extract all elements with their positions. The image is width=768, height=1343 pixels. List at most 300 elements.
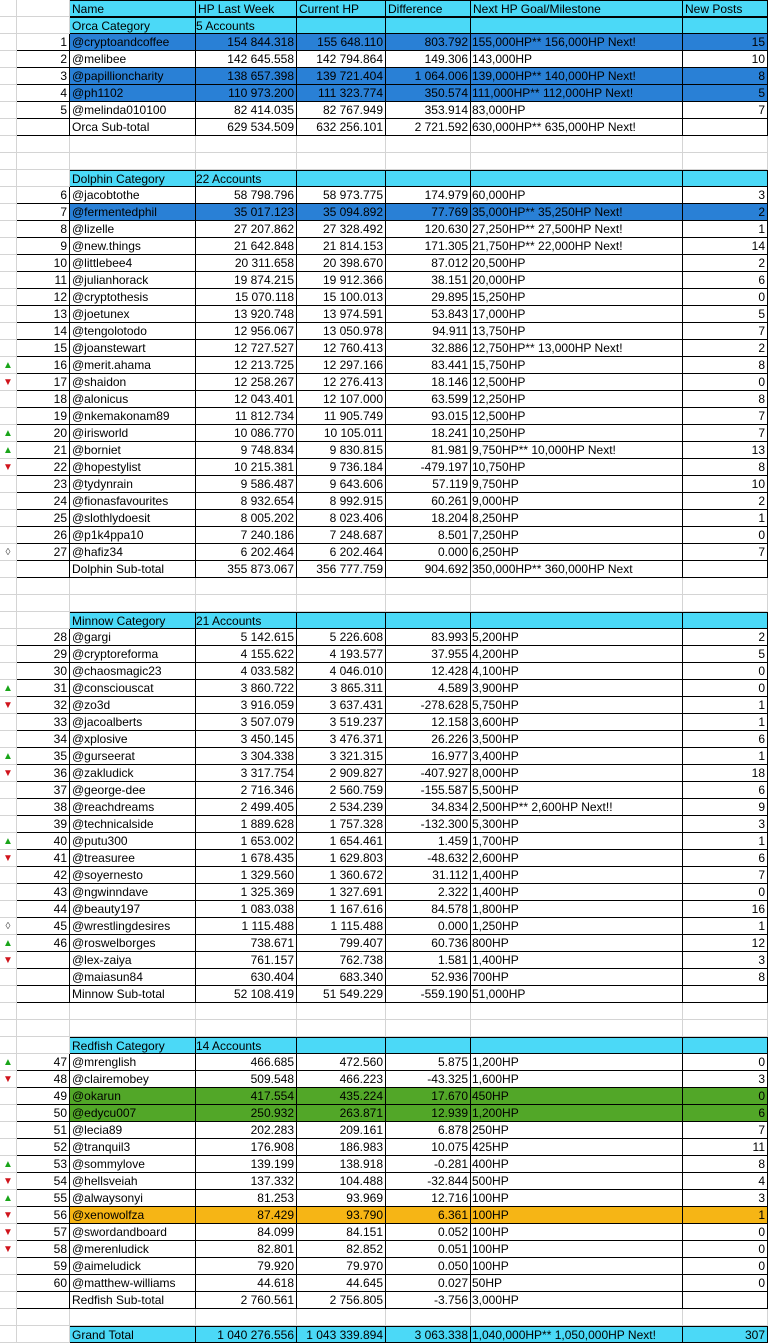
current-hp-cell[interactable]: Current HP [297,0,386,17]
goal-cell[interactable]: 3,900HP [471,680,683,697]
new-posts-cell[interactable]: 1 [683,748,768,765]
difference-cell[interactable]: 350.574 [386,85,471,102]
current-hp-cell[interactable]: 82.852 [297,1241,386,1258]
goal-cell[interactable] [471,170,683,187]
current-hp-cell[interactable]: 3 476.371 [297,731,386,748]
goal-cell[interactable]: 1,800HP [471,901,683,918]
trend-indicator[interactable] [0,561,17,578]
trend-indicator[interactable] [0,493,17,510]
trend-indicator[interactable]: ▼ [0,765,17,782]
hp-last-week-cell[interactable]: 35 017.123 [196,204,297,221]
trend-indicator[interactable] [0,1037,17,1054]
rank-cell[interactable]: 21 [17,442,70,459]
empty-cell[interactable] [196,578,297,595]
rank-cell[interactable]: 51 [17,1122,70,1139]
hp-last-week-cell[interactable]: 10 215.381 [196,459,297,476]
name-cell[interactable]: @technicalside [70,816,196,833]
new-posts-cell[interactable]: 7 [683,425,768,442]
empty-cell[interactable] [70,578,196,595]
rank-cell[interactable]: 37 [17,782,70,799]
trend-indicator[interactable] [0,272,17,289]
goal-cell[interactable]: 3,600HP [471,714,683,731]
name-cell[interactable]: @zakludick [70,765,196,782]
current-hp-cell[interactable]: 15 100.013 [297,289,386,306]
hp-last-week-cell[interactable]: 2 499.405 [196,799,297,816]
name-cell[interactable]: Orca Sub-total [70,119,196,136]
goal-cell[interactable]: 15,750HP [471,357,683,374]
new-posts-cell[interactable]: 7 [683,323,768,340]
trend-indicator[interactable]: ▼ [0,1241,17,1258]
difference-cell[interactable] [386,1037,471,1054]
rank-cell[interactable] [17,1037,70,1054]
name-cell[interactable]: @hopestylist [70,459,196,476]
new-posts-cell[interactable]: 8 [683,68,768,85]
hp-last-week-cell[interactable]: 22 Accounts [196,170,297,187]
empty-cell[interactable] [17,1309,70,1326]
current-hp-cell[interactable]: 10 105.011 [297,425,386,442]
rank-cell[interactable]: 49 [17,1088,70,1105]
rank-cell[interactable]: 48 [17,1071,70,1088]
name-cell[interactable]: @treasuree [70,850,196,867]
hp-last-week-cell[interactable]: 13 920.748 [196,306,297,323]
new-posts-cell[interactable]: 1 [683,697,768,714]
trend-indicator[interactable] [0,1122,17,1139]
hp-last-week-cell[interactable]: 7 240.186 [196,527,297,544]
new-posts-cell[interactable] [683,986,768,1003]
new-posts-cell[interactable]: 1 [683,510,768,527]
new-posts-cell[interactable]: 1 [683,833,768,850]
name-cell[interactable]: @xenowolfza [70,1207,196,1224]
empty-cell[interactable] [0,1003,17,1020]
name-cell[interactable]: Grand Total [70,1326,196,1343]
empty-cell[interactable] [683,136,768,153]
rank-cell[interactable]: 42 [17,867,70,884]
difference-cell[interactable]: 26.226 [386,731,471,748]
difference-cell[interactable] [386,170,471,187]
goal-cell[interactable]: 1,700HP [471,833,683,850]
goal-cell[interactable]: 100HP [471,1241,683,1258]
current-hp-cell[interactable]: 1 327.691 [297,884,386,901]
goal-cell[interactable]: 15,250HP [471,289,683,306]
name-cell[interactable]: @hafiz34 [70,544,196,561]
empty-cell[interactable] [683,595,768,612]
current-hp-cell[interactable]: 2 756.805 [297,1292,386,1309]
name-cell[interactable]: @p1k4ppa10 [70,527,196,544]
current-hp-cell[interactable]: 155 648.110 [297,34,386,51]
current-hp-cell[interactable]: 683.340 [297,969,386,986]
difference-cell[interactable] [386,612,471,629]
current-hp-cell[interactable]: 139 721.404 [297,68,386,85]
new-posts-cell[interactable]: 10 [683,51,768,68]
hp-last-week-cell[interactable]: 4 155.622 [196,646,297,663]
current-hp-cell[interactable]: 2 534.239 [297,799,386,816]
name-cell[interactable]: @julianhorack [70,272,196,289]
rank-cell[interactable] [17,1292,70,1309]
trend-indicator[interactable]: ▼ [0,1173,17,1190]
goal-cell[interactable]: 5,200HP [471,629,683,646]
current-hp-cell[interactable]: 356 777.759 [297,561,386,578]
current-hp-cell[interactable]: 3 519.237 [297,714,386,731]
difference-cell[interactable]: -479.197 [386,459,471,476]
rank-cell[interactable] [17,17,70,34]
current-hp-cell[interactable]: 2 909.827 [297,765,386,782]
trend-indicator[interactable]: ▲ [0,1190,17,1207]
goal-cell[interactable]: 9,750HP** 10,000HP Next! [471,442,683,459]
trend-indicator[interactable] [0,663,17,680]
trend-indicator[interactable] [0,34,17,51]
name-cell[interactable]: @slothlydoesit [70,510,196,527]
rank-cell[interactable]: 8 [17,221,70,238]
rank-cell[interactable]: 50 [17,1105,70,1122]
name-cell[interactable]: @beauty197 [70,901,196,918]
empty-cell[interactable] [17,1020,70,1037]
hp-last-week-cell[interactable]: 12 258.267 [196,374,297,391]
current-hp-cell[interactable]: 1 115.488 [297,918,386,935]
hp-last-week-cell[interactable]: 58 798.796 [196,187,297,204]
rank-cell[interactable] [17,612,70,629]
difference-cell[interactable]: 120.630 [386,221,471,238]
name-cell[interactable]: @wrestlingdesires [70,918,196,935]
difference-cell[interactable]: -3.756 [386,1292,471,1309]
trend-indicator[interactable]: ◊ [0,544,17,561]
rank-cell[interactable]: 39 [17,816,70,833]
name-cell[interactable]: @fermentedphil [70,204,196,221]
empty-cell[interactable] [386,1003,471,1020]
empty-cell[interactable] [17,1003,70,1020]
new-posts-cell[interactable]: 0 [683,663,768,680]
empty-cell[interactable] [17,153,70,170]
trend-indicator[interactable] [0,85,17,102]
name-cell[interactable]: @lex-zaiya [70,952,196,969]
new-posts-cell[interactable]: 9 [683,799,768,816]
new-posts-cell[interactable] [683,1037,768,1054]
hp-last-week-cell[interactable]: 12 956.067 [196,323,297,340]
difference-cell[interactable]: 2.322 [386,884,471,901]
hp-last-week-cell[interactable]: 79.920 [196,1258,297,1275]
trend-indicator[interactable]: ▲ [0,833,17,850]
goal-cell[interactable]: 1,600HP [471,1071,683,1088]
current-hp-cell[interactable] [297,17,386,34]
difference-cell[interactable]: 6.878 [386,1122,471,1139]
current-hp-cell[interactable]: 9 736.184 [297,459,386,476]
current-hp-cell[interactable]: 1 654.461 [297,833,386,850]
name-cell[interactable]: @clairemobey [70,1071,196,1088]
name-cell[interactable]: @okarun [70,1088,196,1105]
trend-indicator[interactable]: ▼ [0,1224,17,1241]
rank-cell[interactable]: 43 [17,884,70,901]
rank-cell[interactable]: 59 [17,1258,70,1275]
goal-cell[interactable]: 3,500HP [471,731,683,748]
hp-last-week-cell[interactable]: 14 Accounts [196,1037,297,1054]
new-posts-cell[interactable]: 5 [683,85,768,102]
difference-cell[interactable]: 12.716 [386,1190,471,1207]
empty-cell[interactable] [683,153,768,170]
current-hp-cell[interactable]: 79.970 [297,1258,386,1275]
trend-indicator[interactable]: ▼ [0,952,17,969]
current-hp-cell[interactable]: 93.969 [297,1190,386,1207]
name-cell[interactable]: @merenludick [70,1241,196,1258]
rank-cell[interactable]: 7 [17,204,70,221]
difference-cell[interactable]: 5.875 [386,1054,471,1071]
goal-cell[interactable]: 5,500HP [471,782,683,799]
name-cell[interactable]: @merit.ahama [70,357,196,374]
trend-indicator[interactable] [0,68,17,85]
new-posts-cell[interactable]: 7 [683,544,768,561]
name-cell[interactable]: Name [70,0,196,17]
difference-cell[interactable]: 8.501 [386,527,471,544]
current-hp-cell[interactable]: 632 256.101 [297,119,386,136]
rank-cell[interactable]: 3 [17,68,70,85]
hp-last-week-cell[interactable]: 21 642.848 [196,238,297,255]
goal-cell[interactable]: 35,000HP** 35,250HP Next! [471,204,683,221]
trend-indicator[interactable] [0,391,17,408]
name-cell[interactable]: @jacoalberts [70,714,196,731]
trend-indicator[interactable] [0,238,17,255]
rank-cell[interactable]: 6 [17,187,70,204]
current-hp-cell[interactable]: 9 643.606 [297,476,386,493]
rank-cell[interactable]: 30 [17,663,70,680]
hp-last-week-cell[interactable]: 630.404 [196,969,297,986]
name-cell[interactable]: @melibee [70,51,196,68]
goal-cell[interactable]: 83,000HP [471,102,683,119]
current-hp-cell[interactable]: 13 050.978 [297,323,386,340]
trend-indicator[interactable] [0,1292,17,1309]
empty-cell[interactable] [386,578,471,595]
difference-cell[interactable]: -0.281 [386,1156,471,1173]
goal-cell[interactable]: 4,200HP [471,646,683,663]
goal-cell[interactable]: 800HP [471,935,683,952]
empty-cell[interactable] [0,153,17,170]
new-posts-cell[interactable]: 8 [683,459,768,476]
goal-cell[interactable]: 1,200HP [471,1105,683,1122]
trend-indicator[interactable] [0,629,17,646]
difference-cell[interactable]: 12.158 [386,714,471,731]
difference-cell[interactable]: 53.843 [386,306,471,323]
difference-cell[interactable]: 6.361 [386,1207,471,1224]
rank-cell[interactable]: 13 [17,306,70,323]
new-posts-cell[interactable]: 0 [683,1054,768,1071]
rank-cell[interactable]: 5 [17,102,70,119]
rank-cell[interactable]: 40 [17,833,70,850]
hp-last-week-cell[interactable]: 2 760.561 [196,1292,297,1309]
difference-cell[interactable]: 0.050 [386,1258,471,1275]
trend-indicator[interactable] [0,731,17,748]
difference-cell[interactable]: 32.886 [386,340,471,357]
empty-cell[interactable] [196,595,297,612]
hp-last-week-cell[interactable]: 8 932.654 [196,493,297,510]
new-posts-cell[interactable]: 7 [683,867,768,884]
hp-last-week-cell[interactable]: 3 507.079 [196,714,297,731]
goal-cell[interactable]: 20,500HP [471,255,683,272]
difference-cell[interactable]: 174.979 [386,187,471,204]
difference-cell[interactable]: 31.112 [386,867,471,884]
difference-cell[interactable]: 81.981 [386,442,471,459]
rank-cell[interactable]: 35 [17,748,70,765]
goal-cell[interactable]: 12,500HP [471,408,683,425]
trend-indicator[interactable] [0,510,17,527]
difference-cell[interactable]: 0.052 [386,1224,471,1241]
hp-last-week-cell[interactable]: 176.908 [196,1139,297,1156]
trend-indicator[interactable]: ▼ [0,1071,17,1088]
rank-cell[interactable]: 4 [17,85,70,102]
rank-cell[interactable]: 22 [17,459,70,476]
goal-cell[interactable]: 400HP [471,1156,683,1173]
current-hp-cell[interactable]: 12 276.413 [297,374,386,391]
difference-cell[interactable]: 16.977 [386,748,471,765]
new-posts-cell[interactable]: 3 [683,187,768,204]
current-hp-cell[interactable]: 1 629.803 [297,850,386,867]
name-cell[interactable]: Minnow Category [70,612,196,629]
difference-cell[interactable]: 57.119 [386,476,471,493]
trend-indicator[interactable]: ▲ [0,442,17,459]
name-cell[interactable]: @shaidon [70,374,196,391]
rank-cell[interactable]: 33 [17,714,70,731]
trend-indicator[interactable] [0,170,17,187]
empty-cell[interactable] [471,153,683,170]
trend-indicator[interactable] [0,102,17,119]
trend-indicator[interactable]: ▲ [0,1054,17,1071]
current-hp-cell[interactable]: 762.738 [297,952,386,969]
new-posts-cell[interactable] [683,612,768,629]
difference-cell[interactable]: 18.241 [386,425,471,442]
new-posts-cell[interactable]: 15 [683,34,768,51]
trend-indicator[interactable] [0,1105,17,1122]
new-posts-cell[interactable]: 3 [683,1071,768,1088]
hp-last-week-cell[interactable]: 3 450.145 [196,731,297,748]
goal-cell[interactable]: 2,600HP [471,850,683,867]
new-posts-cell[interactable]: 3 [683,952,768,969]
name-cell[interactable]: @matthew-williams [70,1275,196,1292]
difference-cell[interactable]: 2 721.592 [386,119,471,136]
new-posts-cell[interactable]: 1 [683,221,768,238]
difference-cell[interactable]: 0.000 [386,544,471,561]
goal-cell[interactable]: 6,250HP [471,544,683,561]
goal-cell[interactable]: 1,040,000HP** 1,050,000HP Next! [471,1326,683,1343]
current-hp-cell[interactable]: 8 992.915 [297,493,386,510]
current-hp-cell[interactable]: 3 321.315 [297,748,386,765]
goal-cell[interactable]: 10,250HP [471,425,683,442]
new-posts-cell[interactable]: 7 [683,1122,768,1139]
current-hp-cell[interactable] [297,1037,386,1054]
goal-cell[interactable]: 5,300HP [471,816,683,833]
rank-cell[interactable]: 18 [17,391,70,408]
rank-cell[interactable]: 24 [17,493,70,510]
difference-cell[interactable]: 60.261 [386,493,471,510]
hp-last-week-cell[interactable]: 10 086.770 [196,425,297,442]
rank-cell[interactable]: 10 [17,255,70,272]
empty-cell[interactable] [386,595,471,612]
goal-cell[interactable]: 12,500HP [471,374,683,391]
rank-cell[interactable]: 23 [17,476,70,493]
hp-last-week-cell[interactable]: 15 070.118 [196,289,297,306]
difference-cell[interactable]: 83.993 [386,629,471,646]
hp-last-week-cell[interactable]: 1 040 276.556 [196,1326,297,1343]
new-posts-cell[interactable] [683,1292,768,1309]
name-cell[interactable]: @papillioncharity [70,68,196,85]
hp-last-week-cell[interactable]: 629 534.509 [196,119,297,136]
hp-last-week-cell[interactable]: 466.685 [196,1054,297,1071]
goal-cell[interactable]: 8,250HP [471,510,683,527]
current-hp-cell[interactable]: 44.645 [297,1275,386,1292]
empty-cell[interactable] [297,595,386,612]
current-hp-cell[interactable]: 111 323.774 [297,85,386,102]
new-posts-cell[interactable]: 3 [683,1190,768,1207]
trend-indicator[interactable] [0,0,17,17]
new-posts-cell[interactable]: 12 [683,935,768,952]
name-cell[interactable]: @melinda010100 [70,102,196,119]
name-cell[interactable]: @maiasun84 [70,969,196,986]
name-cell[interactable]: @gurseerat [70,748,196,765]
hp-last-week-cell[interactable]: 52 108.419 [196,986,297,1003]
hp-last-week-cell[interactable]: 4 033.582 [196,663,297,680]
goal-cell[interactable]: 12,250HP [471,391,683,408]
difference-cell[interactable]: 1 064.006 [386,68,471,85]
name-cell[interactable]: @joanstewart [70,340,196,357]
name-cell[interactable]: @nkemakonam89 [70,408,196,425]
trend-indicator[interactable]: ▲ [0,425,17,442]
empty-cell[interactable] [70,136,196,153]
name-cell[interactable]: @gargi [70,629,196,646]
new-posts-cell[interactable]: 2 [683,629,768,646]
new-posts-cell[interactable]: 307 [683,1326,768,1343]
current-hp-cell[interactable]: 1 757.328 [297,816,386,833]
rank-cell[interactable] [17,561,70,578]
rank-cell[interactable]: 56 [17,1207,70,1224]
difference-cell[interactable]: 38.151 [386,272,471,289]
trend-indicator[interactable] [0,969,17,986]
rank-cell[interactable]: 14 [17,323,70,340]
difference-cell[interactable]: -559.190 [386,986,471,1003]
rank-cell[interactable]: 55 [17,1190,70,1207]
new-posts-cell[interactable]: 7 [683,102,768,119]
difference-cell[interactable]: -32.844 [386,1173,471,1190]
empty-cell[interactable] [683,578,768,595]
rank-cell[interactable]: 1 [17,34,70,51]
new-posts-cell[interactable]: 5 [683,646,768,663]
new-posts-cell[interactable]: 0 [683,1258,768,1275]
goal-cell[interactable]: 100HP [471,1224,683,1241]
new-posts-cell[interactable]: 8 [683,1156,768,1173]
name-cell[interactable]: Redfish Sub-total [70,1292,196,1309]
current-hp-cell[interactable]: 1 167.616 [297,901,386,918]
new-posts-cell[interactable]: 0 [683,680,768,697]
trend-indicator[interactable] [0,306,17,323]
goal-cell[interactable]: 10,750HP [471,459,683,476]
new-posts-cell[interactable]: 2 [683,255,768,272]
trend-indicator[interactable] [0,408,17,425]
empty-cell[interactable] [471,136,683,153]
empty-cell[interactable] [70,1003,196,1020]
difference-cell[interactable]: 60.736 [386,935,471,952]
trend-indicator[interactable]: ▼ [0,459,17,476]
new-posts-cell[interactable]: 4 [683,1173,768,1190]
empty-cell[interactable] [471,1020,683,1037]
difference-cell[interactable]: 29.895 [386,289,471,306]
difference-cell[interactable]: 84.578 [386,901,471,918]
new-posts-cell[interactable]: New Posts [683,0,768,17]
goal-cell[interactable]: 1,400HP [471,884,683,901]
current-hp-cell[interactable]: 7 248.687 [297,527,386,544]
empty-cell[interactable] [471,578,683,595]
hp-last-week-cell[interactable]: HP Last Week [196,0,297,17]
empty-cell[interactable] [297,1003,386,1020]
rank-cell[interactable]: 46 [17,935,70,952]
hp-last-week-cell[interactable]: 1 115.488 [196,918,297,935]
rank-cell[interactable]: 44 [17,901,70,918]
rank-cell[interactable] [17,952,70,969]
goal-cell[interactable]: 450HP [471,1088,683,1105]
goal-cell[interactable]: 3,400HP [471,748,683,765]
